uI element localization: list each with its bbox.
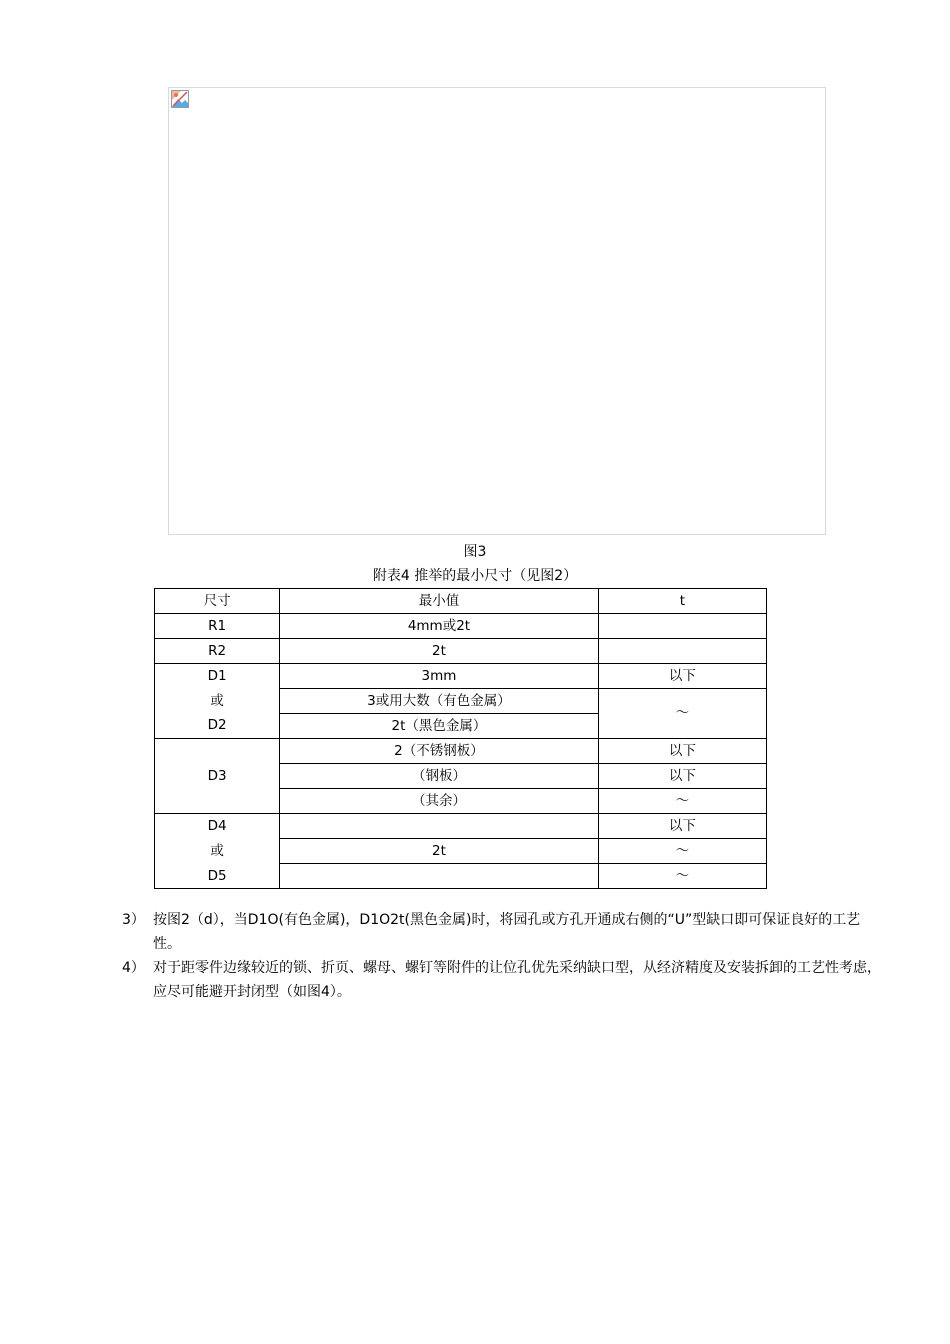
cell-t: ～ (598, 789, 766, 814)
cell-min (280, 814, 599, 839)
table-header-row (155, 589, 767, 614)
size-line: 或 (210, 692, 224, 709)
cell-min: 2t (280, 839, 599, 864)
min-size-table (154, 588, 767, 889)
figure-caption: 图3 (463, 544, 487, 560)
cell-min: 2t (280, 639, 599, 664)
table-caption: 附表4 推举的最小尺寸（见图2） (372, 568, 578, 584)
notes-list (122, 908, 882, 1004)
cell-t: ～ (598, 689, 766, 739)
cell-min: 2（不锈钢板） (280, 739, 599, 764)
table-row (155, 739, 767, 764)
cell-min: 3mm (280, 664, 599, 689)
header-t: t (598, 589, 766, 614)
cell-t: 以下 (598, 664, 766, 689)
broken-image-icon (171, 90, 189, 108)
cell-t: 以下 (598, 764, 766, 789)
cell-min: 4mm或2t (280, 614, 599, 639)
size-line: D5 (207, 867, 227, 884)
cell-size (155, 814, 280, 889)
note-number: 3） (122, 912, 145, 928)
table-row (155, 614, 767, 639)
note-number: 4） (122, 960, 145, 976)
cell-size: D3 (155, 739, 280, 814)
header-size: 尺寸 (155, 589, 280, 614)
cell-min: （钢板） (280, 764, 599, 789)
header-min: 最小值 (280, 589, 599, 614)
table-row (155, 639, 767, 664)
size-line: D2 (207, 717, 227, 734)
note-text: 按图2（d），当D1O(有色金属)，D1O2t(黑色金属)时，将园孔或方孔开通成右侧的“U”型缺口即可保证良好的工艺性。 (153, 912, 861, 952)
cell-t (598, 639, 766, 664)
figure-image-placeholder (168, 87, 826, 535)
size-line: D4 (207, 818, 227, 835)
cell-min: （其余） (280, 789, 599, 814)
cell-min: 3或用大数（有色金属） (280, 689, 599, 714)
table-row (155, 664, 767, 689)
cell-t (598, 614, 766, 639)
size-line: D1 (207, 668, 227, 684)
table-row (155, 814, 767, 839)
cell-t: ～ (598, 864, 766, 889)
cell-min: 2t（黑色金属） (280, 714, 599, 739)
list-item (122, 908, 882, 956)
cell-size: R1 (155, 614, 280, 639)
cell-t: ～ (598, 839, 766, 864)
cell-size (155, 664, 280, 739)
cell-t: 以下 (598, 814, 766, 839)
size-line: 或 (210, 842, 224, 859)
list-item (122, 956, 882, 1004)
cell-min (280, 864, 599, 889)
cell-t: 以下 (598, 739, 766, 764)
cell-size: R2 (155, 639, 280, 664)
note-text: 对于距零件边缘较近的锁、折页、螺母、螺钉等附件的让位孔优先采纳缺口型，从经济精度及安装拆卸的工艺性考虑，应尽可能避开封闭型（如图4）。 (153, 960, 881, 1000)
